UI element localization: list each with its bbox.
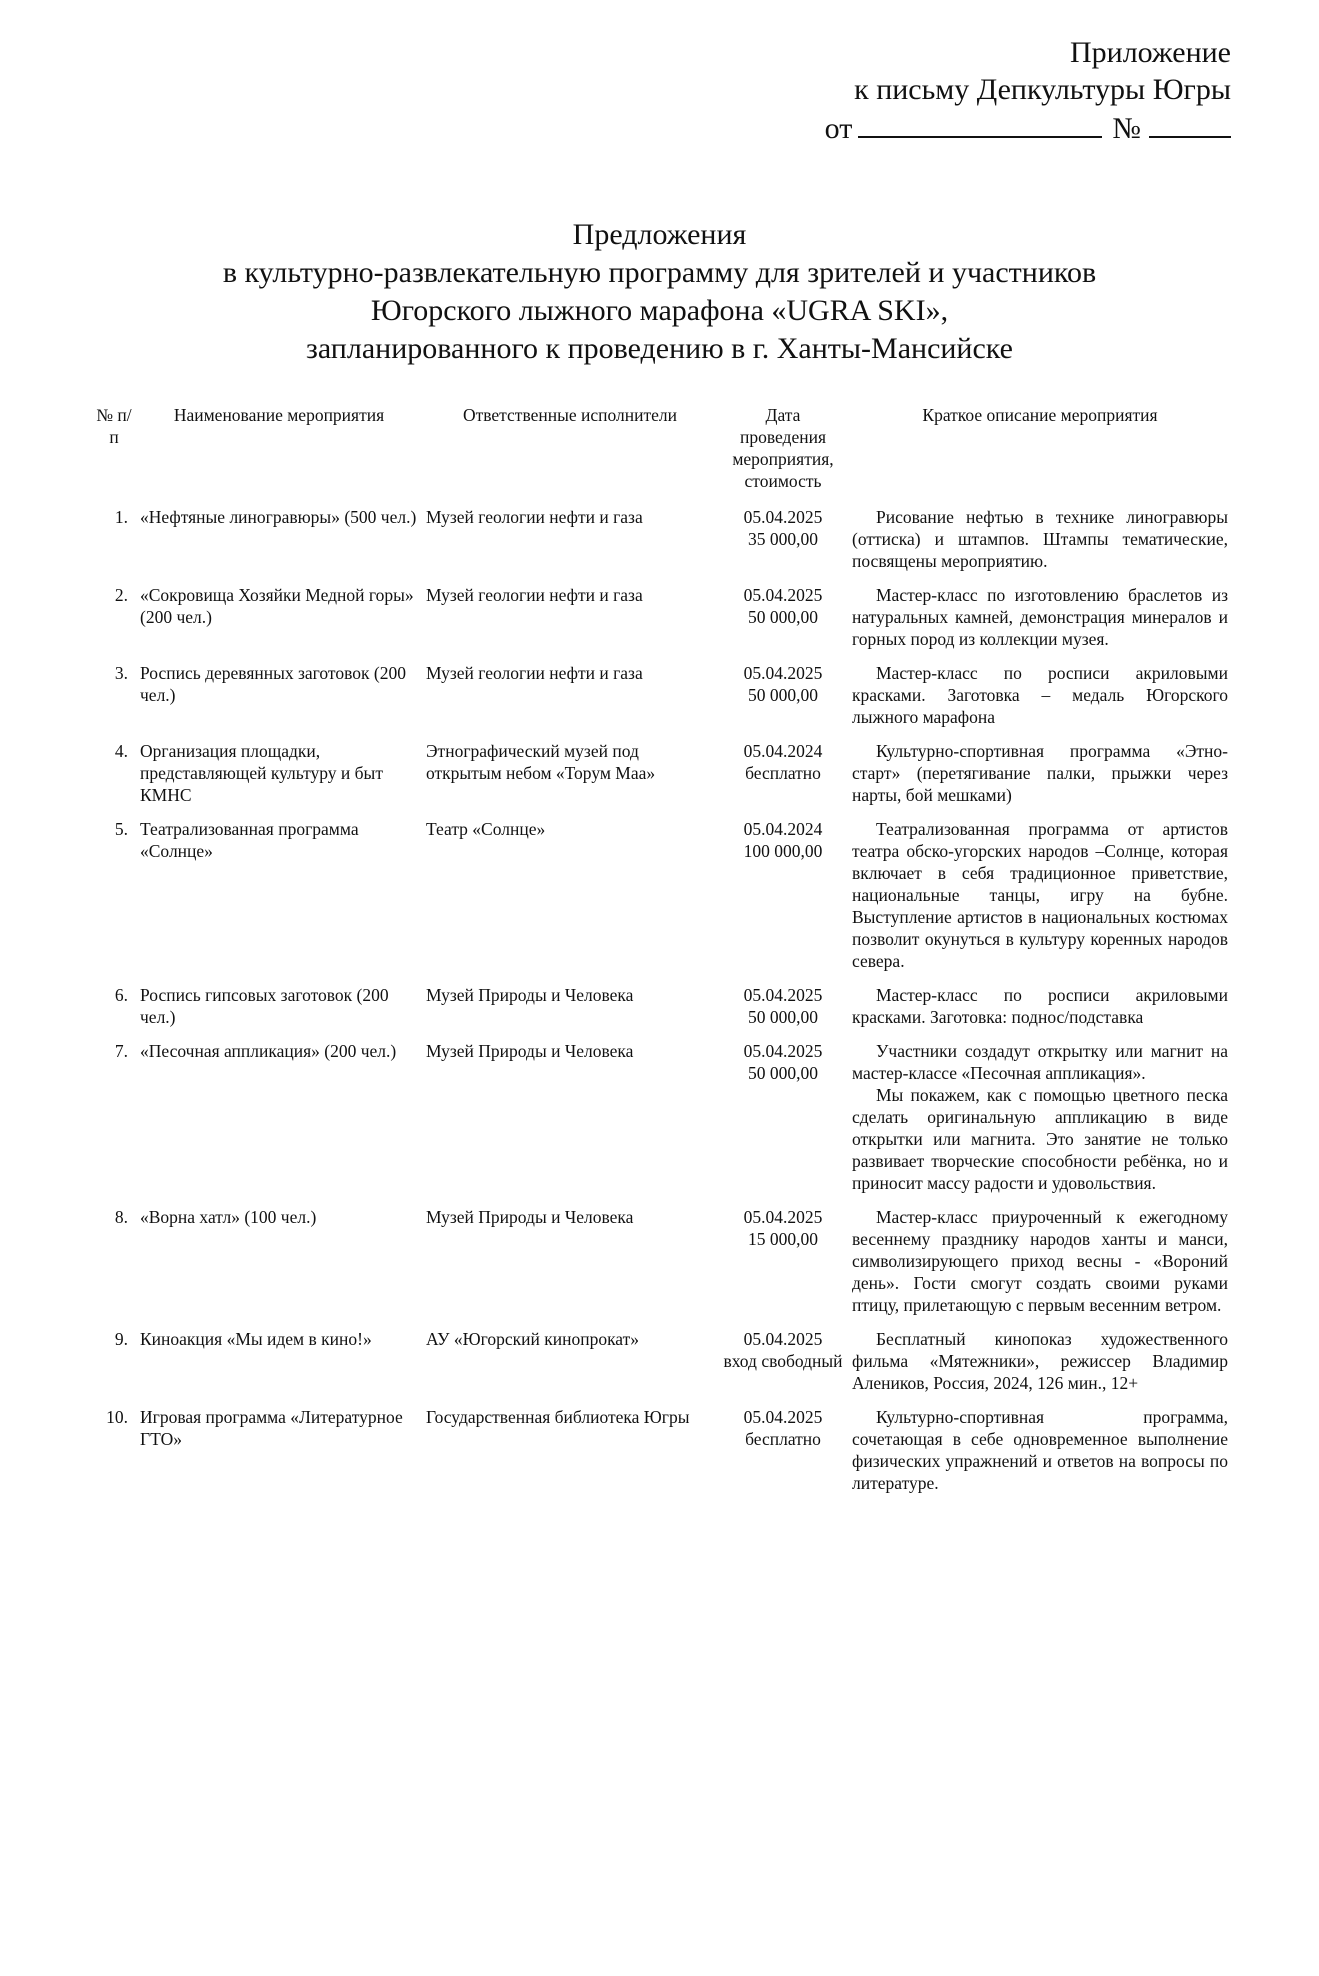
description-paragraph: Мастер-класс по росписи акриловыми красками. Заготовка – медаль Югорского лыжного марафона: [852, 663, 1228, 727]
event-cost: бесплатно: [745, 1429, 821, 1449]
attachment-line1: Приложение: [1069, 36, 1231, 69]
event-name: Киноакция «Мы идем в кино!»: [140, 1329, 372, 1349]
event-name: «Ворна хатл» (100 чел.): [140, 1207, 317, 1227]
event-description: [848, 1328, 1232, 1406]
date-cost-cell: [718, 1040, 848, 1206]
table-row: [92, 1040, 1232, 1206]
date-cost-cell: [718, 1206, 848, 1328]
row-number: 9.: [114, 1329, 128, 1349]
event-description: [848, 506, 1232, 584]
event-cost: 35 000,00: [748, 529, 818, 549]
description-paragraph: Театрализованная программа от артистов театра обско-угорских народов –Солнце, которая включает в себя традиционное приветствие, национальные танцы, игру на бубне. Выступление артистов в национальных костюмах позволит окунуться в культуру коренных народов севера.: [852, 819, 1228, 971]
event-date: 05.04.2025: [743, 585, 823, 605]
responsible-organization: Музей Природы и Человека: [426, 1207, 634, 1227]
table-row: [92, 1406, 1232, 1506]
description-paragraph: Мы покажем, как с помощью цветного песка сделать оригинальную аппликацию в виде открытки или магнита. Это занятие не только развивает творческие способности ребёнка, но и приносит массу радости и удовольствия.: [852, 1085, 1228, 1193]
row-number: 7.: [114, 1041, 128, 1061]
description-paragraph: Культурно-спортивная программа «Этно-старт» (перетягивание палки, прыжки через нарты, бой мешками): [852, 741, 1228, 805]
event-name: «Сокровища Хозяйки Медной горы» (200 чел.): [140, 585, 414, 627]
event-name: Игровая программа «Литературное ГТО»: [140, 1407, 403, 1449]
row-number: 3.: [114, 663, 128, 683]
responsible-organization: Музей Природы и Человека: [426, 985, 634, 1005]
event-description: [848, 1206, 1232, 1328]
event-cost: 50 000,00: [748, 1007, 818, 1027]
event-description: [848, 1040, 1232, 1206]
table-row: [92, 818, 1232, 984]
event-name: «Нефтяные линогравюры» (500 чел.): [140, 507, 417, 527]
event-cost: бесплатно: [745, 763, 821, 783]
date-cost-cell: [718, 506, 848, 584]
date-cost-cell: [718, 1328, 848, 1406]
table-header-row: [92, 404, 1232, 506]
attachment-line3: [825, 108, 1231, 147]
event-date: 05.04.2025: [743, 1041, 823, 1061]
attachment-header: [825, 34, 1231, 147]
date-blank-line: [858, 108, 1102, 138]
table-row: [92, 662, 1232, 740]
event-date: 05.04.2025: [743, 985, 823, 1005]
table-row: [92, 1206, 1232, 1328]
table-row: [92, 584, 1232, 662]
row-number: 6.: [114, 985, 128, 1005]
event-name: Роспись деревянных заготовок (200 чел.): [140, 663, 406, 705]
event-name: Театрализованная программа «Солнце»: [140, 819, 359, 861]
table-row: [92, 1328, 1232, 1406]
responsible-organization: Государственная библиотека Югры: [426, 1407, 690, 1427]
event-cost: вход свободный: [723, 1351, 843, 1371]
table-row: [92, 740, 1232, 818]
date-cost-cell: [718, 818, 848, 984]
responsible-organization: Музей геологии нефти и газа: [426, 507, 643, 527]
description-paragraph: Участники создадут открытку или магнит на мастер-классе «Песочная аппликация».: [852, 1041, 1228, 1083]
row-number: 10.: [106, 1407, 128, 1427]
event-cost: 50 000,00: [748, 1063, 818, 1083]
responsible-organization: Музей геологии нефти и газа: [426, 585, 643, 605]
event-description: [848, 740, 1232, 818]
header-num: № п/п: [96, 405, 132, 447]
event-description: [848, 584, 1232, 662]
event-date: 05.04.2025: [743, 1207, 823, 1227]
description-paragraph: Мастер-класс по изготовлению браслетов из натуральных камней, демонстрация минералов и горных пород из коллекции музея.: [852, 585, 1228, 649]
header-desc: Краткое описание мероприятия: [922, 405, 1158, 425]
event-name: Роспись гипсовых заготовок (200 чел.): [140, 985, 389, 1027]
date-cost-cell: [718, 1406, 848, 1506]
event-cost: 15 000,00: [748, 1229, 818, 1249]
row-number: 2.: [114, 585, 128, 605]
event-date: 05.04.2025: [743, 663, 823, 683]
number-blank-line: [1149, 108, 1231, 138]
event-description: [848, 1406, 1232, 1506]
header-date: Дата проведения мероприятия, стоимость: [732, 405, 834, 491]
table-body: [92, 506, 1232, 1506]
events-table: [92, 404, 1232, 1506]
title-line3: Югорского лыжного марафона «UGRA SKI»,: [370, 294, 949, 327]
event-date: 05.04.2025: [743, 507, 823, 527]
responsible-organization: АУ «Югорский кинопрокат»: [426, 1329, 640, 1349]
from-label: от: [824, 112, 853, 145]
event-description: [848, 662, 1232, 740]
event-date: 05.04.2024: [743, 741, 823, 761]
event-cost: 100 000,00: [743, 841, 823, 861]
event-cost: 50 000,00: [748, 685, 818, 705]
attachment-line2: к письму Депкультуры Югры: [854, 73, 1231, 106]
table-row: [92, 506, 1232, 584]
event-cost: 50 000,00: [748, 607, 818, 627]
title-line2: в культурно-развлекательную программу для зрителей и участников: [222, 256, 1097, 289]
row-number: 8.: [114, 1207, 128, 1227]
event-description: [848, 984, 1232, 1040]
date-cost-cell: [718, 662, 848, 740]
date-cost-cell: [718, 984, 848, 1040]
row-number: 5.: [114, 819, 128, 839]
description-paragraph: Мастер-класс по росписи акриловыми красками. Заготовка: поднос/подставка: [852, 985, 1228, 1027]
responsible-organization: Музей Природы и Человека: [426, 1041, 634, 1061]
date-cost-cell: [718, 584, 848, 662]
event-description: [848, 818, 1232, 984]
event-date: 05.04.2025: [743, 1329, 823, 1349]
number-label: №: [1112, 112, 1141, 145]
header-name: Наименование мероприятия: [173, 405, 385, 425]
responsible-organization: Театр «Солнце»: [426, 819, 546, 839]
description-paragraph: Бесплатный кинопоказ художественного фильма «Мятежники», режиссер Владимир Алеников, Россия, 2024, 126 мин., 12+: [852, 1329, 1228, 1393]
date-cost-cell: [718, 740, 848, 818]
row-number: 1.: [114, 507, 128, 527]
event-date: 05.04.2024: [743, 819, 823, 839]
title-line4: запланированного к проведению в г. Ханты-Мансийске: [306, 332, 1013, 365]
responsible-organization: Этнографический музей под открытым небом «Торум Маа»: [426, 741, 656, 783]
table-row: [92, 984, 1232, 1040]
row-number: 4.: [114, 741, 128, 761]
event-name: «Песочная аппликация» (200 чел.): [140, 1041, 397, 1061]
title-line1: Предложения: [572, 218, 747, 251]
description-paragraph: Рисование нефтью в технике линогравюры (оттиска) и штампов. Штампы тематические, посвящены мероприятию.: [852, 507, 1228, 571]
responsible-organization: Музей геологии нефти и газа: [426, 663, 643, 683]
description-paragraph: Культурно-спортивная программа, сочетающая в себе одновременное выполнение физических упражнений и ответов на вопросы по литературе.: [852, 1407, 1228, 1493]
document-title: [0, 216, 1319, 368]
header-responsible: Ответственные исполнители: [462, 405, 678, 425]
event-name: Организация площадки, представляющей культуру и быт КМНС: [140, 741, 383, 805]
event-date: 05.04.2025: [743, 1407, 823, 1427]
description-paragraph: Мастер-класс приуроченный к ежегодному весеннему празднику народов ханты и манси, символизирующего приход весны - «Вороний день». Гости смогут создать своими руками птицу, прилетающую с первым весенним ветром.: [852, 1207, 1228, 1315]
